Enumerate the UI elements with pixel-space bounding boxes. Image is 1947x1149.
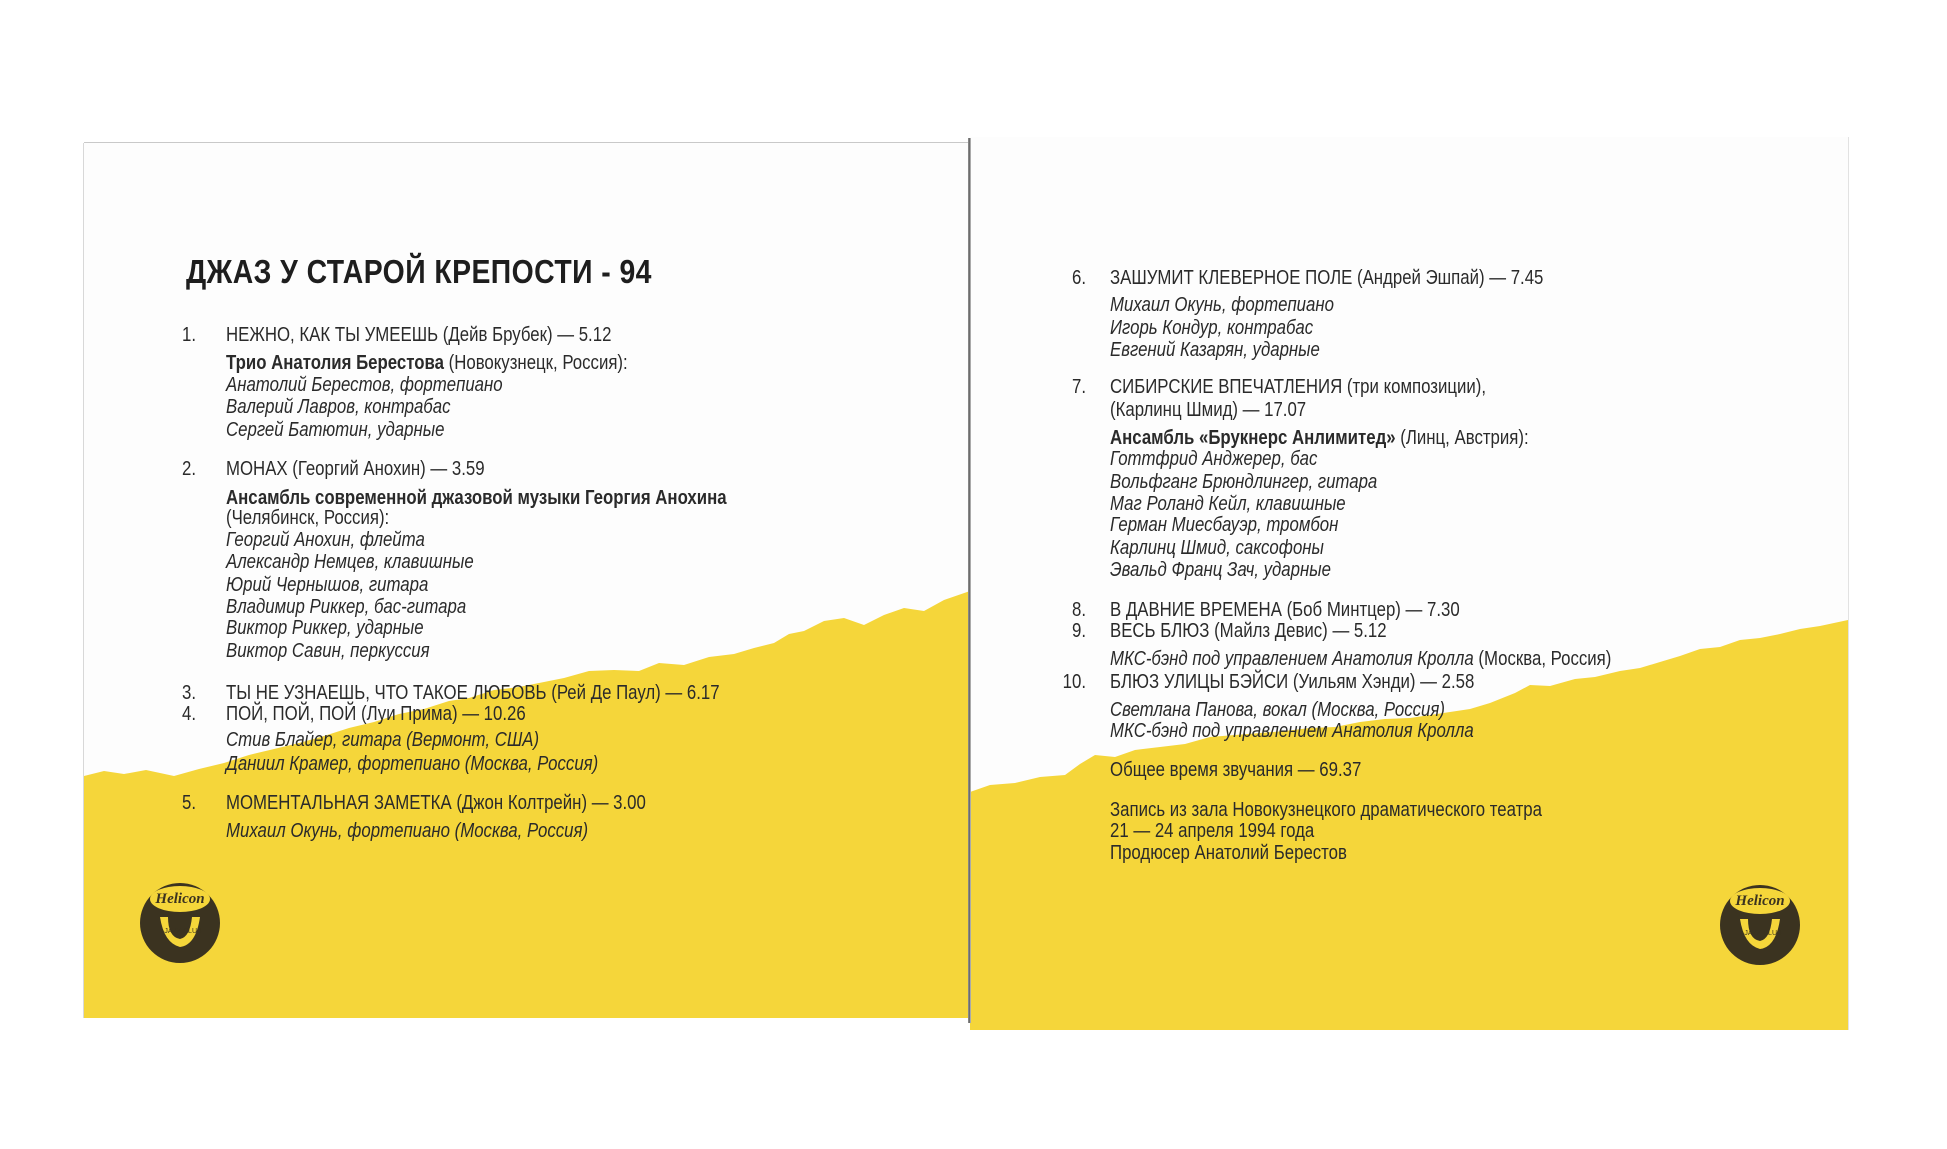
musician-line: Владимир Риккер, бас-гитара: [226, 596, 467, 618]
musician-line: Готтфрид Анджерер, бас: [1110, 448, 1318, 470]
track-title: НЕЖНО, КАК ТЫ УМЕЕШЬ (Дейв Брубек) — 5.12: [226, 324, 612, 346]
ensemble-name: Ансамбль современной джазовой музыки Георгия Анохина: [226, 487, 727, 509]
musician-line: Даниил Крамер, фортепиано (Москва, Россия): [226, 753, 599, 775]
musician-line: Маг Роланд Кейл, клавишные: [1110, 493, 1346, 515]
musician-line: [1110, 648, 1611, 670]
ensemble-line: [226, 352, 628, 374]
musician-line: Анатолий Берестов, фортепиано: [226, 374, 503, 396]
track-number: 7.: [1071, 376, 1086, 398]
track-title: СИБИРСКИЕ ВПЕЧАТЛЕНИЯ (три композиции),: [1110, 376, 1487, 398]
logo-helicon-text: Helicon: [1735, 893, 1785, 909]
band-place: (Москва, Россия): [1473, 648, 1612, 670]
track-number: 8.: [1071, 599, 1086, 621]
musician-line: МКС-бэнд под управлением Анатолия Кролла: [1110, 720, 1474, 742]
credit-line: Продюсер Анатолий Берестов: [1110, 842, 1347, 864]
track-title: ТЫ НЕ УЗНАЕШЬ, ЧТО ТАКОЕ ЛЮБОВЬ (Рей Де Паул) — 6.17: [226, 682, 720, 704]
ensemble-place: (Новокузнецк, Россия):: [443, 352, 628, 374]
band-name: МКС-бэнд под управлением Анатолия Кролла: [1110, 648, 1474, 670]
track-title: ВЕСЬ БЛЮЗ (Майлз Девис) — 5.12: [1110, 620, 1387, 642]
ensemble-place: (Линц, Австрия):: [1395, 427, 1529, 449]
musician-line: Михаил Окунь, фортепиано (Москва, Россия): [226, 820, 589, 842]
track-title: ЗАШУМИТ КЛЕВЕРНОЕ ПОЛЕ (Андрей Эшпай) — 7.45: [1110, 267, 1544, 289]
track-number: 4.: [181, 703, 196, 725]
track-number: 5.: [181, 792, 196, 814]
ensemble-place: (Челябинск, Россия):: [226, 507, 390, 529]
ensemble-name: Ансамбль «Брукнерс Анлимитед»: [1110, 427, 1396, 449]
musician-line: Карлинц Шмид, саксофоны: [1110, 537, 1324, 559]
ensemble-line: [1110, 427, 1529, 449]
credit-line: 21 — 24 апреля 1994 года: [1110, 820, 1315, 842]
track-title: МОНАХ (Георгий Анохин) — 3.59: [226, 458, 485, 480]
track-title: БЛЮЗ УЛИЦЫ БЭЙСИ (Уильям Хэнди) — 2.58: [1110, 671, 1475, 693]
track-title: В ДАВНИЕ ВРЕМЕНА (Боб Минтцер) — 7.30: [1110, 599, 1460, 621]
musician-line: Виктор Савин, перкуссия: [226, 640, 430, 662]
track-number: 6.: [1071, 267, 1086, 289]
track-title: МОМЕНТАЛЬНАЯ ЗАМЕТКА (Джон Колтрейн) — 3.00: [226, 792, 646, 814]
track-title: ПОЙ, ПОЙ, ПОЙ (Луи Прима) — 10.26: [226, 703, 526, 725]
musician-line: Светлана Панова, вокал (Москва, Россия): [1110, 699, 1445, 721]
logo-jazzclub-text: JAZZ CLUB: [1744, 930, 1782, 937]
musician-line: Герман Миесбауэр, тромбон: [1110, 514, 1339, 536]
album-title: ДЖАЗ У СТАРОЙ КРЕПОСТИ - 94: [186, 253, 652, 290]
musician-line: Александр Немцев, клавишные: [226, 551, 474, 573]
musician-line: Георгий Анохин, флейта: [226, 529, 425, 551]
logo-jazzclub-text: JAZZ CLUB: [164, 928, 202, 935]
track-number: 9.: [1071, 620, 1086, 642]
track-number: 2.: [181, 458, 196, 480]
musician-line: Стив Блайер, гитара (Вермонт, США): [226, 729, 540, 751]
credit-line: Запись из зала Новокузнецкого драматического театра: [1110, 799, 1542, 821]
musician-line: Эвальд Франц Зач, ударные: [1110, 559, 1331, 581]
musician-line: Валерий Лавров, контрабас: [226, 396, 451, 418]
helicon-jazz-club-logo: [134, 873, 226, 965]
track-title-cont: (Карлинц Шмид) — 17.07: [1110, 399, 1307, 421]
logo-helicon-text: Helicon: [155, 891, 205, 907]
musician-line: Юрий Чернышов, гитара: [226, 574, 429, 596]
ensemble-name: Трио Анатолия Берестова: [226, 352, 444, 374]
booklet-page-left: [84, 143, 970, 1018]
musician-line: Вольфганг Брюндлингер, гитара: [1110, 471, 1378, 493]
track-number: 3.: [181, 682, 196, 704]
musician-line: Виктор Риккер, ударные: [226, 617, 424, 639]
musician-line: Игорь Кондур, контрабас: [1110, 317, 1314, 339]
track-number: 1.: [181, 324, 196, 346]
total-time: Общее время звучания — 69.37: [1110, 759, 1362, 781]
booklet-spine: [968, 138, 971, 1023]
musician-line: Евгений Казарян, ударные: [1110, 339, 1320, 361]
helicon-jazz-club-logo: [1714, 875, 1806, 967]
booklet-page-right: [970, 137, 1848, 1030]
track-number: 10.: [1062, 671, 1086, 693]
musician-line: Сергей Батютин, ударные: [226, 419, 445, 441]
musician-line: Михаил Окунь, фортепиано: [1110, 294, 1334, 316]
